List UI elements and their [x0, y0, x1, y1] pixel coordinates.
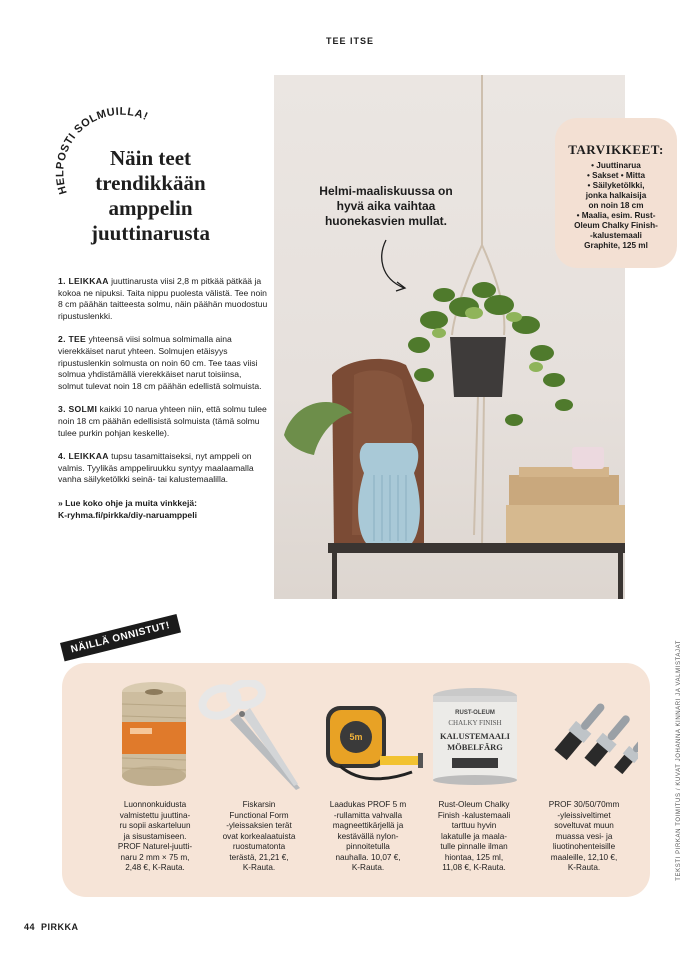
- page-number: 44: [24, 922, 36, 932]
- page-footer: [24, 922, 79, 932]
- materials-title: TARVIKKEET:: [568, 142, 664, 157]
- materials-box: [555, 118, 677, 268]
- product-jute-description: Luonnonkuidusta valmistettu juuttina- ru sopii askarteluun ja sisustamiseen. PROF Naturel-juutti- naru 2 mm × 75 m, 2,48 €, K-Rauta.: [117, 800, 193, 872]
- scissors-image: [198, 680, 308, 792]
- instructions: [58, 276, 268, 521]
- article-title: Näin teet trendikkään amppelin juuttinarusta: [90, 146, 211, 245]
- paint-can-image: [430, 686, 520, 786]
- step-3: 3. SOLMI kaikki 10 narua yhteen niin, että solmu tulee noin 18 cm päähän edellisistä solmuista (tämä solmu tulee purkin pohjan keskelle).: [58, 404, 267, 438]
- step-2: 2. TEE yhteensä viisi solmua solmimalla aina vierekkäiset narut yhteen. Solmujen etäisyys ripustuslenkin solmusta on noin 60 cm. Tee taas viisi solmua yhdistämällä vierekkäiset narut toisiinsa, solmut tulevat noin 18 cm päähän edellistä solmuista.: [58, 334, 262, 391]
- paint-line: CHALKY FINISH: [448, 719, 502, 727]
- materials-item: on noin 18 cm: [588, 201, 644, 210]
- product-paint-description: Rust-Oleum Chalky Finish -kalustemaali tarttuu hyvin lakatulle ja maala- tulle pinnalle ilman hiontaa, 125 ml, 11,08 €, K-Rauta.: [437, 800, 511, 872]
- kicker-text: HELPOSTI SOLMUILLA!: [54, 105, 150, 196]
- product-brushes-description: PROF 30/50/70mm -yleissiveltimet soveltuvat muun muassa vesi- ja liuotinohenteisille maaleille, 12,10 €, K-Rauta.: [548, 800, 620, 872]
- products-badge: NÄILLÄ ONNISTUT!: [60, 614, 181, 661]
- tape-measure-image: [320, 700, 428, 788]
- magazine-name: PIRKKA: [41, 922, 79, 932]
- more-info: » Lue koko ohje ja muita vinkkejä: K-ryhma.fi/pirkka/diy-naruamppeli: [58, 498, 268, 521]
- materials-item: • Sakset • Mitta: [586, 171, 646, 180]
- photo-caption: Helmi-maaliskuussa on hyvä aika vaihtaa huonekasvien mullat.: [319, 184, 453, 228]
- materials-item: -kalustemaali: [590, 231, 642, 240]
- materials-item: jonka halkaisija: [585, 191, 647, 200]
- paint-line: MÖBELFÄRG: [447, 742, 503, 752]
- step-1: 1. LEIKKAA juuttinarusta viisi 2,8 m pitkää pätkää ja kokoa ne nipuksi. Taita nippu puolesta välistä. Tee noin 8 cm päähän taitteesta solmu, näin päähän muodostuu ripustuslenkki.: [58, 276, 268, 321]
- paint-brushes-image: [528, 688, 638, 788]
- product-scissors-description: Fiskarsin Functional Form -yleissaksien terät ovat korkealaatuista ruostumatonta terästä, 21,21 €, K-Rauta.: [222, 800, 296, 872]
- paint-brand: RUST-OLEUM: [455, 710, 495, 716]
- tape-label: 5m: [349, 732, 363, 742]
- materials-item: Oleum Chalky Finish-: [574, 221, 658, 230]
- materials-item: • Juuttinarua: [591, 161, 641, 170]
- materials-item: • Säilyketölkki,: [587, 181, 645, 190]
- photo-credit: TEKSTI PIRKAN TOIMITUS / KUVAT JOHANNA KINNARI JA VALMISTAJAT: [676, 640, 682, 881]
- product-tape-description: Laadukas PROF 5 m -rullamitta vahvalla magneettikärjellä ja kestävällä nylon- pinnoitetulla nauhalla. 10,07 €, K-Rauta.: [329, 800, 407, 872]
- section-label: TEE ITSE: [325, 36, 374, 46]
- paint-line: KALUSTEMAALI: [440, 731, 510, 741]
- jute-twine-image: [118, 680, 190, 788]
- more-link[interactable]: K-ryhma.fi/pirkka/diy-naruamppeli: [58, 509, 197, 520]
- materials-item: Graphite, 125 ml: [584, 241, 648, 250]
- step-4: 4. LEIKKAA tupsu tasamittaiseksi, nyt amppeli on valmis. Tyylikäs amppeliruukku syntyy maalaamalla vanha säilyketölkki seinä- tai kalustemaalilla.: [58, 451, 254, 485]
- materials-item: • Maalia, esim. Rust-: [576, 211, 656, 220]
- caption-arrow-icon: [374, 238, 414, 298]
